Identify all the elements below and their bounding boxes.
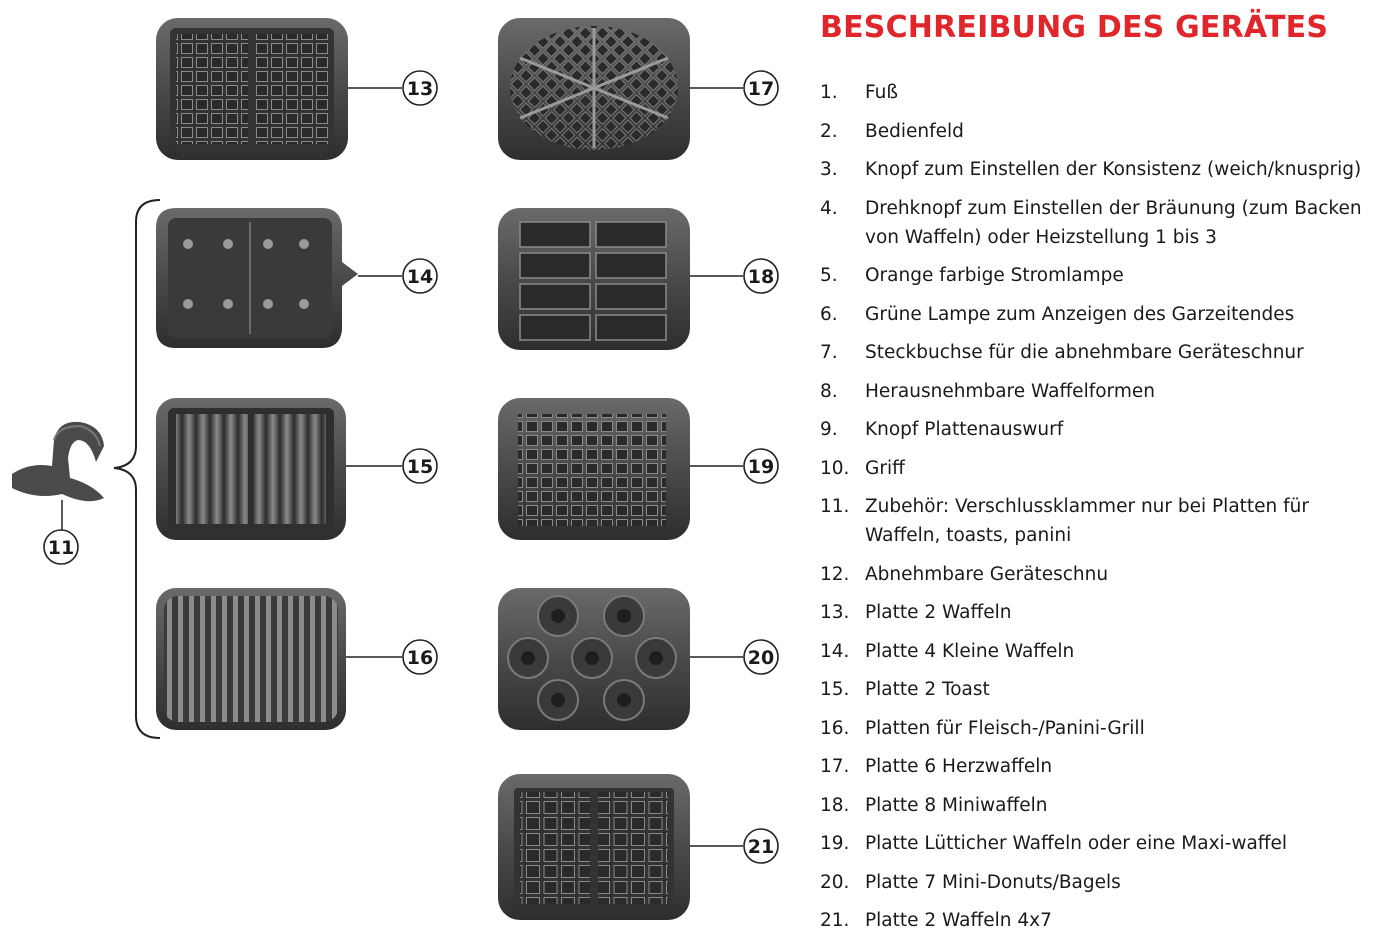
list-item bbox=[820, 415, 1376, 444]
item-text: Platte 2 Toast bbox=[865, 679, 990, 700]
plate-19 bbox=[498, 398, 690, 540]
item-number: 17. bbox=[820, 756, 850, 777]
item-text: Platte 2 Waffeln 4x7 bbox=[865, 910, 1052, 931]
item-text: Platte 6 Herzwaffeln bbox=[865, 756, 1053, 777]
plate-13 bbox=[156, 18, 348, 160]
plate-15 bbox=[156, 398, 346, 540]
item-number: 11. bbox=[820, 496, 850, 517]
plate-17 bbox=[498, 18, 690, 160]
callout-17: 17 bbox=[747, 78, 775, 100]
bracket bbox=[114, 200, 160, 738]
item-text: Platte 2 Waffeln bbox=[865, 602, 1012, 623]
callout-20: 20 bbox=[747, 647, 775, 669]
list-item bbox=[820, 300, 1376, 329]
list-item bbox=[820, 194, 1376, 252]
item-text: Platten für Fleisch-/Panini-Grill bbox=[865, 717, 1145, 739]
list-item bbox=[820, 560, 1376, 589]
item-number: 1. bbox=[820, 82, 838, 103]
item-number: 12. bbox=[820, 563, 850, 585]
list-item bbox=[820, 791, 1376, 820]
item-number: 13. bbox=[820, 602, 850, 623]
item-text: Herausnehmbare Waffelformen bbox=[865, 380, 1155, 402]
list-item bbox=[820, 338, 1376, 367]
item-text: Zubehör: Verschlussklammer nur bei Platten für Waffeln, toasts, panini bbox=[865, 496, 1309, 546]
item-number: 16. bbox=[820, 717, 850, 739]
list-item bbox=[820, 675, 1376, 704]
item-number: 4. bbox=[820, 197, 838, 219]
list-item bbox=[820, 714, 1376, 743]
callout-16: 16 bbox=[406, 647, 434, 669]
callout-21: 21 bbox=[747, 836, 775, 858]
list-item bbox=[820, 906, 1376, 935]
item-text: Drehknopf zum Einstellen der Bräunung (zum Backen von Waffeln) oder Heizstellung 1 bis 3 bbox=[865, 197, 1362, 248]
callout-14: 14 bbox=[406, 266, 434, 288]
plate-20 bbox=[498, 588, 690, 730]
item-text: Abnehmbare Geräteschnu bbox=[865, 563, 1109, 585]
item-text: Grüne Lampe zum Anzeigen des Garzeitendes bbox=[865, 303, 1295, 325]
item-number: 6. bbox=[820, 303, 838, 325]
item-number: 14. bbox=[820, 640, 850, 662]
list-item bbox=[820, 155, 1376, 184]
list-item bbox=[820, 454, 1376, 483]
item-number: 7. bbox=[820, 342, 838, 363]
item-text: Platte Lütticher Waffeln oder eine Maxi-waffel bbox=[865, 833, 1288, 854]
item-number: 10. bbox=[820, 457, 850, 479]
item-text: Knopf zum Einstellen der Konsistenz (weich/knusprig) bbox=[865, 159, 1362, 180]
item-number: 15. bbox=[820, 679, 850, 700]
callout-15: 15 bbox=[406, 456, 434, 478]
list-item bbox=[820, 78, 1376, 107]
list-item bbox=[820, 868, 1376, 897]
callout-11: 11 bbox=[47, 537, 75, 559]
item-number: 8. bbox=[820, 380, 838, 402]
item-text: Griff bbox=[865, 457, 905, 479]
parts-list bbox=[820, 78, 1376, 945]
item-number: 2. bbox=[820, 120, 838, 142]
list-item bbox=[820, 492, 1376, 550]
plate-16 bbox=[156, 588, 346, 730]
list-item bbox=[820, 598, 1376, 627]
item-text: Platte 8 Miniwaffeln bbox=[865, 794, 1048, 816]
item-number: 19. bbox=[820, 833, 850, 854]
list-item bbox=[820, 377, 1376, 406]
item-text: Fuß bbox=[865, 82, 899, 103]
list-item bbox=[820, 637, 1376, 666]
item-text: Knopf Plattenauswurf bbox=[865, 419, 1064, 440]
item-number: 9. bbox=[820, 419, 838, 440]
callout-18: 18 bbox=[747, 266, 775, 288]
item-number: 20. bbox=[820, 871, 850, 893]
item-text: Steckbuchse für die abnehmbare Geräteschnur bbox=[865, 342, 1304, 363]
item-text: Bedienfeld bbox=[865, 120, 964, 142]
item-number: 3. bbox=[820, 159, 838, 180]
item-number: 21. bbox=[820, 910, 850, 931]
page-title: BESCHREIBUNG DES GERÄTES bbox=[820, 10, 1329, 45]
item-text: Platte 7 Mini-Donuts/Bagels bbox=[865, 871, 1121, 893]
item-text: Orange farbige Stromlampe bbox=[865, 265, 1124, 286]
item-number: 5. bbox=[820, 265, 838, 286]
list-item bbox=[820, 261, 1376, 290]
item-number: 18. bbox=[820, 794, 850, 816]
plate-14 bbox=[156, 208, 358, 348]
list-item bbox=[820, 829, 1376, 858]
plate-18 bbox=[498, 208, 690, 350]
item-text: Platte 4 Kleine Waffeln bbox=[865, 640, 1075, 662]
clip-accessory-11 bbox=[12, 422, 104, 532]
callout-13: 13 bbox=[406, 78, 434, 100]
list-item bbox=[820, 752, 1376, 781]
plate-21 bbox=[498, 774, 690, 920]
list-item bbox=[820, 117, 1376, 146]
callout-19: 19 bbox=[747, 456, 775, 478]
